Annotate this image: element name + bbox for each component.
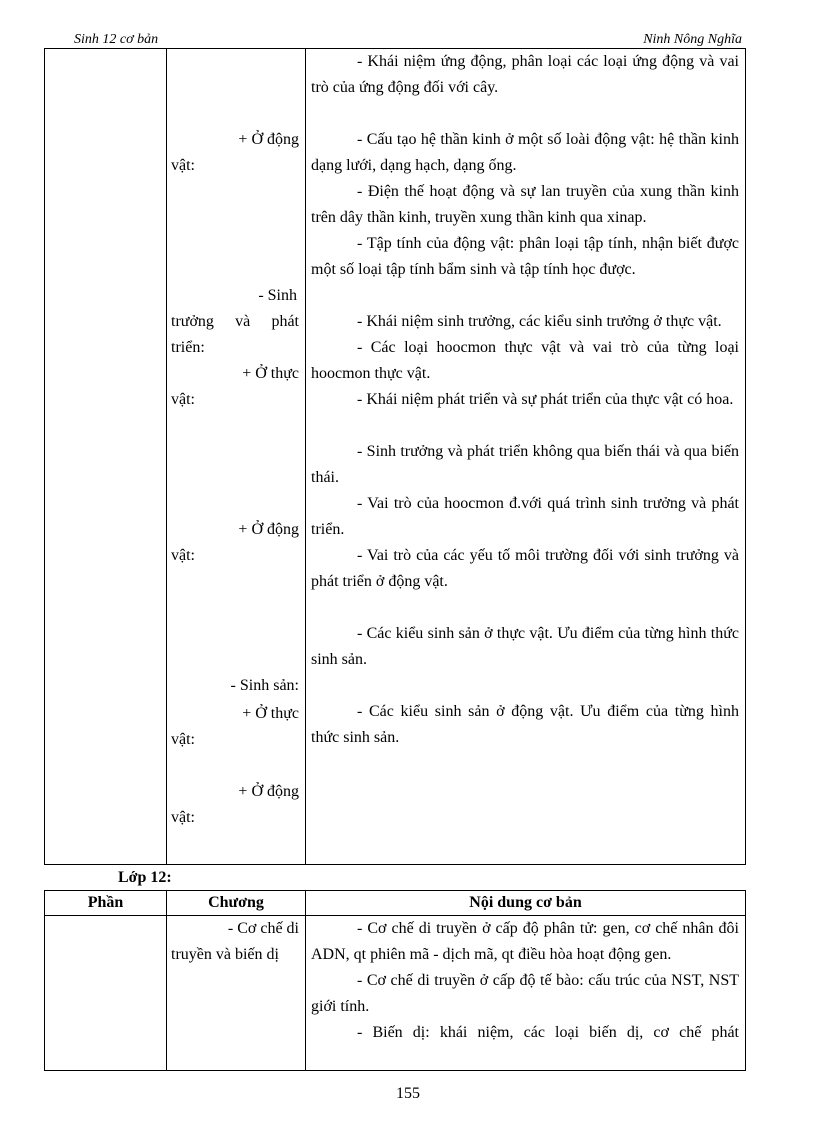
chapter-sinh-truong-line2: trưởng và phát (171, 313, 299, 330)
content-di-truyen-te-bao: - Cơ chế di truyền ở cấp độ tế bào: cấu trúc của NST, NST giới tính. (311, 972, 739, 1015)
header-content: Nội dung cơ bản (306, 891, 746, 916)
content-sinh-truong-tv: - Khái niệm sinh trưởng, các kiểu sinh trưởng ở thực vật. (357, 313, 722, 330)
part-cell-12 (45, 916, 167, 1071)
chapter-sinh-truong: - Sinh (258, 287, 297, 304)
chapter-o-dong-vat-2: + Ở động (238, 521, 299, 538)
content-di-truyen-phan-tu: - Cơ chế di truyền ở cấp độ phân tử: gen, cơ chế nhân đôi ADN, qt phiên mã - dịch mã, qt điều hòa hoạt động gen. (311, 920, 739, 963)
header-part: Phần (45, 891, 167, 916)
chapter-o-dong-vat-2-suffix: vật: (171, 547, 195, 564)
content-phat-trien-tv: - Khái niệm phát triển và sự phát triển của thực vật có hoa. (357, 391, 734, 408)
page-header (72, 32, 744, 49)
content-he-than-kinh: - Cấu tạo hệ thần kinh ở một số loài động vật: hệ thần kinh dạng lưới, dạng hạch, dạng ống. (311, 131, 739, 174)
content-ung-dong: - Khái niệm ứng động, phân loại các loại ứng động và vai trò của ứng động đối với cây. (311, 53, 739, 96)
content-sinh-san-dv: - Các kiểu sinh sản ở động vật. Ưu điểm của từng hình thức sinh sản. (311, 703, 739, 746)
grade-12-label: Lớp 12: (118, 869, 172, 886)
chapter-o-dong-vat-3-suffix: vật: (171, 809, 195, 826)
content-hoocmon-dv: - Vai trò của hoocmon đ.với quá trình sinh trưởng và phát triển. (311, 495, 739, 538)
header-right-text: Ninh Nông Nghĩa (643, 32, 742, 47)
chapter-cell-12 (167, 916, 306, 1071)
chapter-o-thuc-vat-1-suffix: vật: (171, 391, 195, 408)
header-left-text: Sinh 12 cơ bản (74, 32, 159, 47)
content-bien-di: - Biến dị: khái niệm, các loại biến dị, cơ chế phát (357, 1024, 739, 1041)
header-chapter: Chương (167, 891, 306, 916)
chapter-o-thuc-vat-1: + Ở thực (242, 365, 299, 382)
curriculum-table-grade12 (44, 890, 746, 1071)
page-number: 155 (396, 1085, 420, 1102)
chapter-o-dong-vat-1: + Ở động (238, 131, 299, 148)
chapter-o-thuc-vat-2: + Ở thực (242, 705, 299, 722)
content-tap-tinh: - Tập tính của động vật: phân loại tập tính, nhận biết được một số loại tập tính bẩm sinh và tập tính học được. (311, 235, 739, 278)
content-cell (306, 49, 746, 865)
chapter-sinh-san: - Sinh sản: (230, 677, 299, 694)
content-hoocmon-tv: - Các loại hoocmon thực vật và vai trò của từng loại hoocmon thực vật. (311, 339, 739, 382)
content-sinh-san-tv: - Các kiểu sinh sản ở thực vật. Ưu điểm của từng hình thức sinh sản. (311, 625, 739, 668)
chapter-o-dong-vat-1-suffix: vật: (171, 157, 195, 174)
curriculum-table-grade11-continued (44, 48, 746, 865)
chapter-o-thuc-vat-2-suffix: vật: (171, 731, 195, 748)
part-cell (45, 49, 167, 865)
chapter-co-che-di-truyen: - Cơ chế di (227, 920, 299, 937)
content-dien-the: - Điện thế hoạt động và sự lan truyền của xung thần kinh trên dây thần kinh, truyền xung thần kinh qua xinap. (311, 183, 739, 226)
chapter-co-che-di-truyen-line2: truyền và biến dị (171, 946, 279, 963)
chapter-sinh-truong-line3: triển: (171, 339, 205, 356)
chapter-cell (167, 49, 306, 865)
content-moi-truong: - Vai trò của các yếu tố môi trường đối với sinh trưởng và phát triển ở động vật. (311, 547, 739, 590)
content-bien-thai: - Sinh trưởng và phát triển không qua biến thái và qua biến thái. (311, 443, 739, 486)
chapter-o-dong-vat-3: + Ở động (238, 783, 299, 800)
content-cell-12 (306, 916, 746, 1071)
